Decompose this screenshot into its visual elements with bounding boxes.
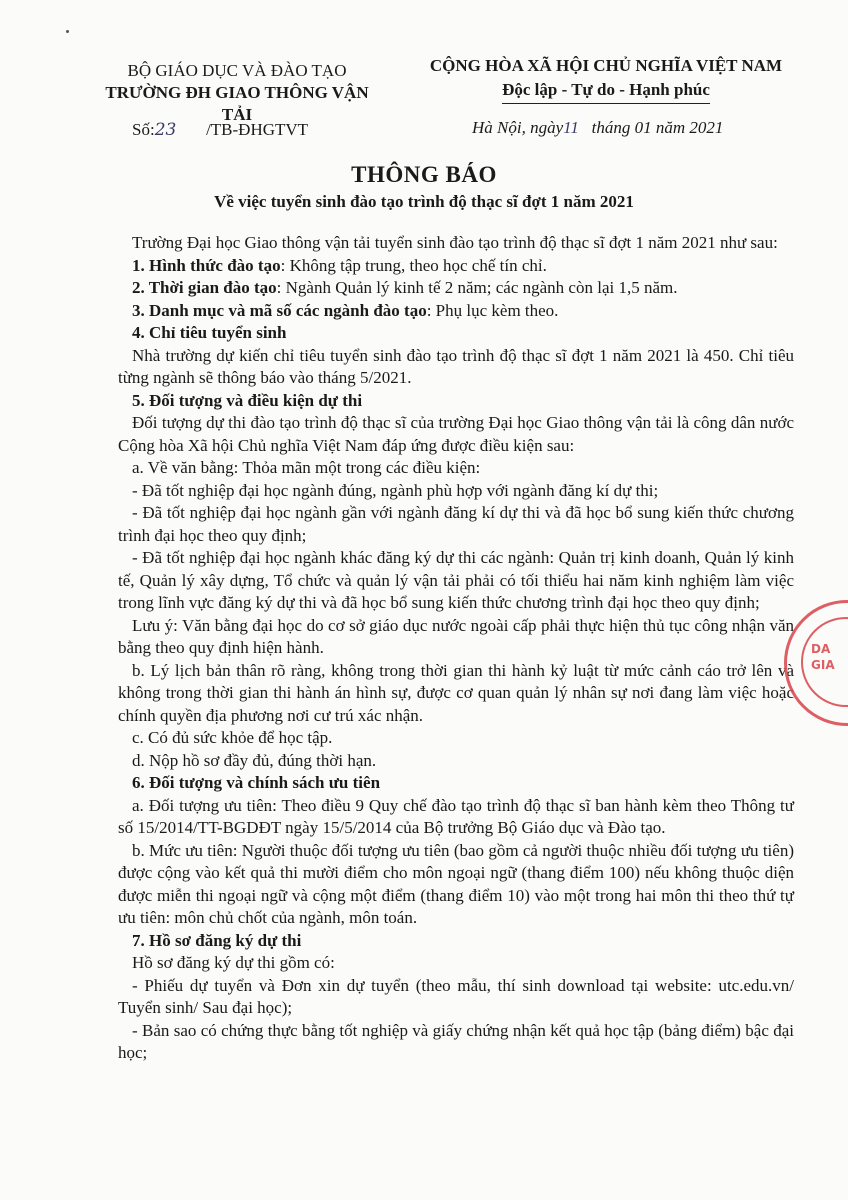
section-3-text: : Phụ lục kèm theo. [426,300,559,320]
document-body [118,232,794,1065]
section-5-item-a1: - Đã tốt nghiệp đại học ngành đúng, ngành phù hợp với ngành đăng kí dự thi; [132,480,659,500]
ministry-name: BỘ GIÁO DỤC VÀ ĐÀO TẠO [127,61,347,80]
section-5-item-d: d. Nộp hồ sơ đầy đủ, đúng thời hạn. [132,750,377,770]
ref-prefix: Số: [132,120,155,139]
section-1-text: : Không tập trung, theo học chế tín chỉ. [280,255,547,275]
section-3 [118,300,794,323]
school-name: TRƯỜNG ĐH GIAO THÔNG VẬN TẢI [105,83,369,124]
national-heading [414,54,798,104]
ref-suffix: /TB-ĐHGTVT [206,120,309,139]
section-6-heading: 6. Đối tượng và chính sách ưu tiên [132,773,381,792]
section-5-item-c: c. Có đủ sức khỏe để học tập. [132,728,333,747]
section-5-item-b: b. Lý lịch bản thân rõ ràng, không trong thời gian thi hành kỷ luật từ mức cảnh cáo trở lên và không trong thời gian thi hành án hình sự, được cơ quan quản lý nhân sự nơi đang làm việc hoặc chính quyền địa phương nơi cư trú xác nhận. [118,660,794,725]
official-seal-lettering: DA GIA [811,642,835,672]
section-6-item-a: a. Đối tượng ưu tiên: Theo điều 9 Quy chế đào tạo trình độ thạc sĩ ban hành kèm theo Thông tư số 15/2014/TT-BGDĐT ngày 15/5/2014 của Bộ trưởng Bộ Giáo dục và Đào tạo. [118,795,794,837]
paper-speck [66,30,69,33]
section-7-paragraph: Hồ sơ đăng ký dự thi gồm có: [132,953,335,972]
section-6-item-b: b. Mức ưu tiên: Người thuộc đối tượng ưu tiên (bao gồm cả người thuộc nhiều đối tượng ưu tiên) được cộng vào kết quả thi mười điểm cho môn ngoại ngữ (thang điểm 100) nếu không thuộc diện được miễn thi ngoại ngữ và cộng một điểm (thang điểm 10) vào một trong hai môn thi theo thứ tự ưu tiên: môn chủ chốt của ngành, môn toán. [118,840,794,927]
document-reference [132,120,308,140]
section-2-text: : Ngành Quản lý kinh tế 2 năm; các ngành còn lại 1,5 năm. [276,278,678,297]
section-1 [118,255,794,278]
section-5-item-a3: - Đã tốt nghiệp đại học ngành khác đăng ký dự thi các ngành: Quản trị kinh doanh, Quản lý kinh tế, Quản lý xây dựng, Tổ chức và quản lý vận tải phải có tối thiểu hai năm kinh nghiệm làm việc trong lĩnh vực đăng ký dự thi và đã học bổ sung kiến thức chương trình đại học theo quy định; [118,548,794,612]
section-7-item-2: - Bản sao có chứng thực bằng tốt nghiệp và giấy chứng nhận kết quả học tập (bảng điểm) bậc đại học; [118,1020,794,1062]
ref-number: 23 [154,120,177,140]
section-1-label: 1. Hình thức đào tạo [132,255,281,275]
issuer-block [92,60,382,126]
section-2-label: 2. Thời gian đào tạo [132,278,277,297]
date-prefix: Hà Nội, ngày [472,118,564,137]
section-4-paragraph: Nhà trường dự kiến chỉ tiêu tuyển sinh đào tạo trình độ thạc sĩ đợt 1 năm 2021 là 450. Chỉ tiêu từng ngành sẽ thông báo vào tháng 5/2021. [118,345,794,387]
nation-name: CỘNG HÒA XÃ HỘI CHỦ NGHĨA VIỆT NAM [429,56,783,75]
section-5-item-a2: - Đã tốt nghiệp đại học ngành gần với ngành đăng kí dự thi và đã học bổ sung kiến thức chương trình đại học theo quy định; [118,503,794,545]
section-7-heading: 7. Hồ sơ đăng ký dự thi [132,930,302,950]
section-5-item-a: a. Về văn bằng: Thỏa mãn một trong các điều kiện: [132,458,481,477]
section-5-paragraph: Đối tượng dự thi đào tạo trình độ thạc sĩ của trường Đại học Giao thông vận tải là công dân nước Cộng hòa Xã hội Chủ nghĩa Việt Nam đáp ứng được điều kiện sau: [118,413,794,455]
national-motto: Độc lập - Tự do - Hạnh phúc [502,78,710,104]
section-4-heading: 4. Chỉ tiêu tuyển sinh [132,323,287,342]
document-subtitle: Về việc tuyển sinh đào tạo trình độ thạc sĩ đợt 1 năm 2021 [214,192,634,211]
document-title: THÔNG BÁO [351,162,497,187]
section-3-label: 3. Danh mục và mã số các ngành đào tạo [132,300,427,320]
section-2 [118,277,794,300]
issue-date [472,118,723,138]
section-7-item-1: - Phiếu dự tuyển và Đơn xin dự tuyển (theo mẫu, thí sinh download tại website: utc.edu.vn/ Tuyển sinh/ Sau đại học); [118,975,794,1017]
date-day: 11 [563,118,579,137]
date-suffix: tháng 01 năm 2021 [591,118,724,137]
section-5-note: Lưu ý: Văn bằng đại học do cơ sở giáo dục nước ngoài cấp phải thực hiện thủ tục công nhận văn bằng theo quy định hiện hành. [118,615,794,657]
intro-paragraph: Trường Đại học Giao thông vận tải tuyển sinh đào tạo trình độ thạc sĩ đợt 1 năm 2021 như sau: [132,233,778,252]
section-5-heading: 5. Đối tượng và điều kiện dự thi [132,390,363,410]
